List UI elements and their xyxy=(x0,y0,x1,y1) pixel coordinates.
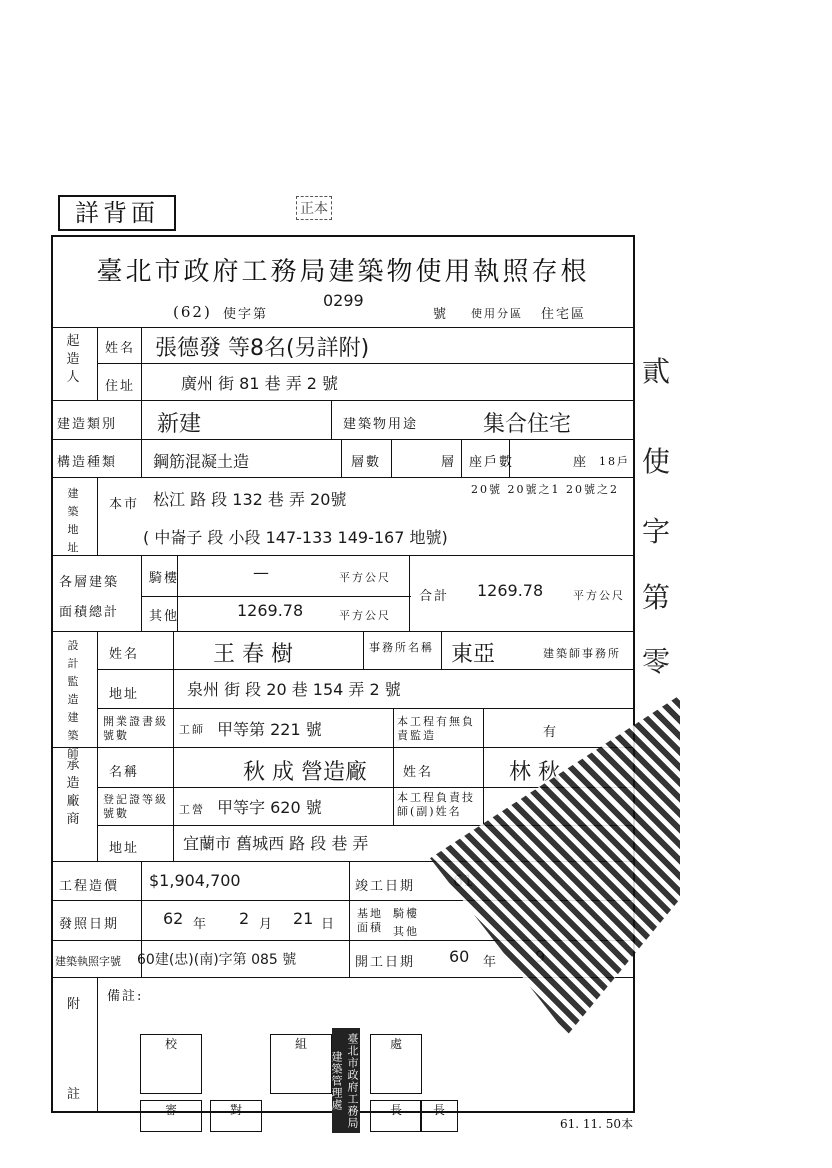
zone-label: 使用分區 xyxy=(471,307,523,320)
permit-prefix: (62) xyxy=(173,303,212,321)
signoff-cell-1: 校 xyxy=(140,1034,202,1094)
use-label: 建築物用途 xyxy=(343,417,419,432)
issue-month-unit: 月 xyxy=(259,917,275,932)
designer-office-label: 事務所名稱 xyxy=(369,641,434,654)
contractor-addr-label: 地址 xyxy=(109,841,140,856)
designer-addr-label: 地址 xyxy=(109,687,140,702)
area-unit-1: 平方公尺 xyxy=(339,571,391,584)
issue-year: 62 xyxy=(163,909,184,928)
permit-label: 建築執照字號 xyxy=(55,955,121,968)
site-line1-extra: 20號 20號之1 20號之2 xyxy=(471,483,619,496)
contractor-addr-value: 宜蘭市 舊城西 路 段 巷 弄 xyxy=(183,834,369,853)
structure-label: 構造種類 xyxy=(57,455,118,470)
signoff-cell-7: 長 xyxy=(420,1100,458,1132)
area-row1-label: 騎樓 xyxy=(149,571,180,586)
area-row2-value: 1269.78 xyxy=(237,601,304,620)
designer-addr-value: 泉州 街 段 20 巷 154 弄 2 號 xyxy=(187,680,401,699)
contractor-person-label: 姓名 xyxy=(403,765,434,780)
contractor-name-label: 名稱 xyxy=(109,765,140,780)
base-row1: 騎樓 xyxy=(393,907,419,920)
area-label-1: 各層建築 xyxy=(59,575,120,590)
floors-unit: 層 xyxy=(441,455,457,470)
category-value: 新建 xyxy=(157,412,202,437)
print-number: 61. 11. 50本 xyxy=(560,1117,634,1131)
floors-label: 層數 xyxy=(351,455,382,470)
contractor-reg-prefix: 工營 xyxy=(179,803,205,816)
category-label: 建造類別 xyxy=(57,417,118,432)
detail-back-badge: 詳背面 xyxy=(58,195,176,231)
site-prefix: 本市 xyxy=(109,497,140,512)
area-row1-value: — xyxy=(253,563,269,582)
start-label: 開工日期 xyxy=(355,955,416,970)
use-value: 集合住宅 xyxy=(483,412,572,437)
applicant-name-value: 張德發 等8名(另詳附) xyxy=(155,336,370,361)
contractor-group-label: 承造廠商 xyxy=(66,758,80,827)
area-total-unit: 平方公尺 xyxy=(573,589,625,602)
contractor-name-value: 秋 成 營造廠 xyxy=(243,760,367,785)
site-line2: ( 中崙子 段 小段 147-133 149-167 地號) xyxy=(143,528,448,547)
office-seal: 臺北市政府工務局建築管理處 xyxy=(332,1028,360,1133)
zone-value: 住宅區 xyxy=(541,307,587,322)
side-char-5: 零 xyxy=(642,645,671,678)
supervise-value: 有 xyxy=(543,725,559,740)
applicant-group-label: 起造人 xyxy=(66,334,80,385)
side-char-3: 字 xyxy=(642,515,671,548)
cost-label: 工程造價 xyxy=(59,879,120,894)
permit-middle: 使字第 xyxy=(223,307,269,322)
issue-month: 2 xyxy=(239,909,250,928)
issue-day: 21 xyxy=(293,909,314,928)
applicant-addr-value: 廣州 街 81 巷 弄 2 號 xyxy=(181,374,339,393)
designer-name-label: 姓名 xyxy=(109,647,140,662)
complete-label: 竣工日期 xyxy=(355,879,416,894)
copy-stamp: 正本 xyxy=(296,196,332,220)
designer-license-prefix: 工師 xyxy=(179,723,205,736)
side-char-1: 貳 xyxy=(642,355,671,388)
contractor-person-value: 林 秋 xyxy=(509,760,560,785)
designer-office-suffix: 建築師事務所 xyxy=(543,647,621,660)
area-row2-label: 其他 xyxy=(149,609,180,624)
structure-value: 鋼筋混凝土造 xyxy=(153,452,250,471)
permit-value: 60建(忠)(南)字第 085 號 xyxy=(137,952,297,968)
notes-label-top: 附 xyxy=(67,997,83,1012)
designer-name-value: 王 春 樹 xyxy=(213,642,293,667)
applicant-addr-label: 住址 xyxy=(105,379,136,394)
applicant-name-label: 姓名 xyxy=(105,341,136,356)
site-line1: 松江 路 段 132 巷 弄 20號 xyxy=(153,490,347,509)
side-char-2: 使 xyxy=(642,445,671,478)
issue-label: 發照日期 xyxy=(59,917,120,932)
contractor-reg-value: 甲等字 620 號 xyxy=(217,798,322,817)
remark-label: 備註: xyxy=(107,989,144,1004)
base-label: 基地面積 xyxy=(357,907,383,934)
designer-group-label: 設計監造建築師 xyxy=(67,639,79,760)
households-unit: 座 xyxy=(573,455,589,470)
designer-license-label: 開業證書級號數 xyxy=(103,715,168,742)
area-total-label: 合計 xyxy=(419,589,450,604)
signoff-cell-3: 處 xyxy=(370,1034,422,1094)
signoff-cell-2: 組 xyxy=(270,1034,332,1094)
signoff-cell-5: 對 xyxy=(210,1100,262,1132)
cost-value: $1,904,700 xyxy=(149,871,241,890)
permit-suffix: 號 xyxy=(433,307,449,322)
contractor-reg-label: 登記證等級號數 xyxy=(103,793,168,820)
start-year: 60 xyxy=(449,947,470,966)
issue-day-unit: 日 xyxy=(321,917,337,932)
permit-number: 0299 xyxy=(323,291,364,310)
start-year-unit: 年 xyxy=(483,955,499,970)
form-title: 臺北市政府工務局建築物使用執照存根 xyxy=(96,257,590,287)
side-char-4: 第 xyxy=(642,581,671,614)
area-unit-2: 平方公尺 xyxy=(339,609,391,622)
area-total-value: 1269.78 xyxy=(477,581,544,600)
designer-license-value: 甲等第 221 號 xyxy=(217,720,322,739)
contractor-tech-label: 本工程負責技師(副)姓名 xyxy=(397,791,475,818)
supervise-label: 本工程有無負責監造 xyxy=(397,715,475,742)
households-label: 座戶數 xyxy=(469,455,515,470)
issue-year-unit: 年 xyxy=(193,917,209,932)
signoff-cell-6: 長 xyxy=(370,1100,422,1132)
area-label-2: 面積總計 xyxy=(59,605,120,620)
base-row2: 其他 xyxy=(393,925,419,938)
households-extra: 18戶 xyxy=(599,455,630,468)
notes-label-bottom: 註 xyxy=(67,1087,83,1102)
designer-office-value: 東亞 xyxy=(451,642,496,667)
site-group-label: 建築地址 xyxy=(67,487,79,554)
signoff-cell-4: 審 xyxy=(140,1100,202,1132)
